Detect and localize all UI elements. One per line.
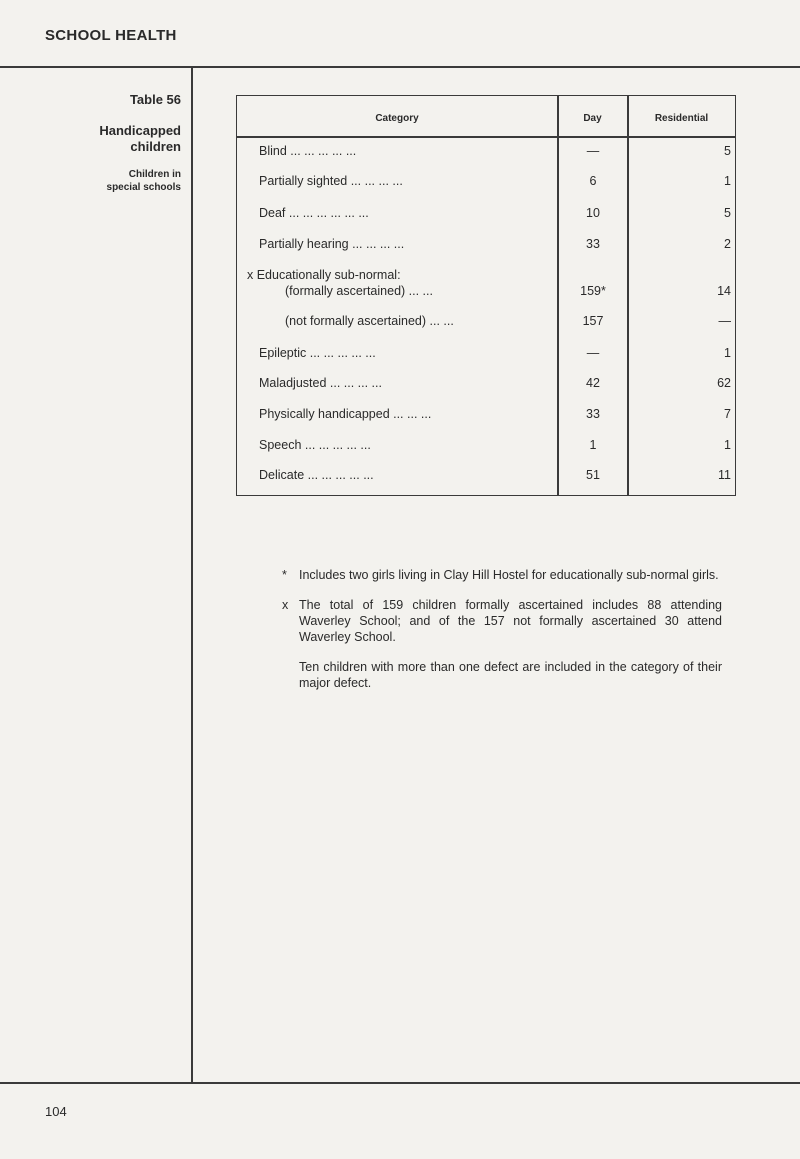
row-day-value: 10 xyxy=(586,206,600,220)
table-subtitle xyxy=(0,168,181,194)
row-category: (not formally ascertained) ... ... xyxy=(285,314,454,328)
footnote-asterisk xyxy=(282,567,722,583)
row-day-value: 157 xyxy=(582,314,604,328)
row-residential-value: 2 xyxy=(724,237,731,251)
row-day-value: 33 xyxy=(586,237,600,251)
header-separator xyxy=(237,136,735,138)
row-category: x Educationally sub-normal: xyxy=(247,268,401,282)
row-category-subline: (formally ascertained) ... ... xyxy=(285,284,433,298)
table-subtitle-line2: special schools xyxy=(106,182,181,193)
column-header-residential: Residential xyxy=(654,113,709,124)
row-residential-value: 1 xyxy=(724,438,731,452)
row-day-value: 42 xyxy=(586,376,600,390)
row-residential-value: 5 xyxy=(724,144,731,158)
row-category: Delicate ... ... ... ... ... xyxy=(259,468,374,482)
table-title-line1: Handicapped xyxy=(99,123,181,138)
footnote-defects: Ten children with more than one defect are included in the category of their major defect. xyxy=(299,660,722,690)
bottom-rule xyxy=(0,1082,800,1084)
table-label: Table 56 xyxy=(129,92,181,107)
row-day-value: 33 xyxy=(586,407,600,421)
row-category: Epileptic ... ... ... ... ... xyxy=(259,346,376,360)
row-day-value: — xyxy=(586,144,600,158)
row-residential-value: 62 xyxy=(717,376,731,390)
row-day-value: 51 xyxy=(586,468,600,482)
table-subtitle-line1: Children in xyxy=(128,169,181,180)
column-header-category: Category xyxy=(375,113,419,124)
row-residential-value: 14 xyxy=(717,284,731,298)
row-category: Blind ... ... ... ... ... xyxy=(259,144,357,158)
row-residential-value: 7 xyxy=(724,407,731,421)
row-residential-value: 11 xyxy=(718,468,731,482)
footnote-x xyxy=(282,597,722,645)
row-day-value: 6 xyxy=(589,174,597,188)
row-residential-value: 1 xyxy=(724,346,731,360)
row-day-value: 1 xyxy=(589,438,597,452)
table-title-line2: children xyxy=(130,139,181,154)
vertical-rule xyxy=(191,66,193,1084)
footnotes xyxy=(282,567,722,691)
row-residential-value: 5 xyxy=(724,206,731,220)
running-title: SCHOOL HEALTH xyxy=(45,27,177,44)
row-day-value: — xyxy=(586,346,600,360)
footnote-mark: * xyxy=(282,568,287,582)
footnote-text: The total of 159 children formally ascertained includes 88 attending Waverley School; and of the 157 not formally ascertained 30 attend Waverley School. xyxy=(299,598,722,644)
row-category: Deaf ... ... ... ... ... ... xyxy=(259,206,369,220)
page-number: 104 xyxy=(45,1104,67,1119)
table-title xyxy=(0,123,181,155)
row-category: Physically handicapped ... ... ... xyxy=(259,407,432,421)
row-category: Speech ... ... ... ... ... xyxy=(259,438,371,452)
row-category: Partially sighted ... ... ... ... xyxy=(259,174,403,188)
row-category: Partially hearing ... ... ... ... xyxy=(259,237,405,251)
top-rule xyxy=(0,66,800,68)
row-residential-value: — xyxy=(718,314,731,328)
footnote-mark: x xyxy=(282,598,289,612)
footnote-text: Includes two girls living in Clay Hill Hostel for educationally sub-normal girls. xyxy=(299,568,719,582)
row-category: Maladjusted ... ... ... ... xyxy=(259,376,382,390)
row-residential-value: 1 xyxy=(724,174,731,188)
column-header-day: Day xyxy=(583,113,602,124)
sidebar xyxy=(0,92,181,194)
row-day-value: 159* xyxy=(580,284,606,298)
handicapped-children-table xyxy=(236,95,736,496)
table-row xyxy=(237,268,735,304)
